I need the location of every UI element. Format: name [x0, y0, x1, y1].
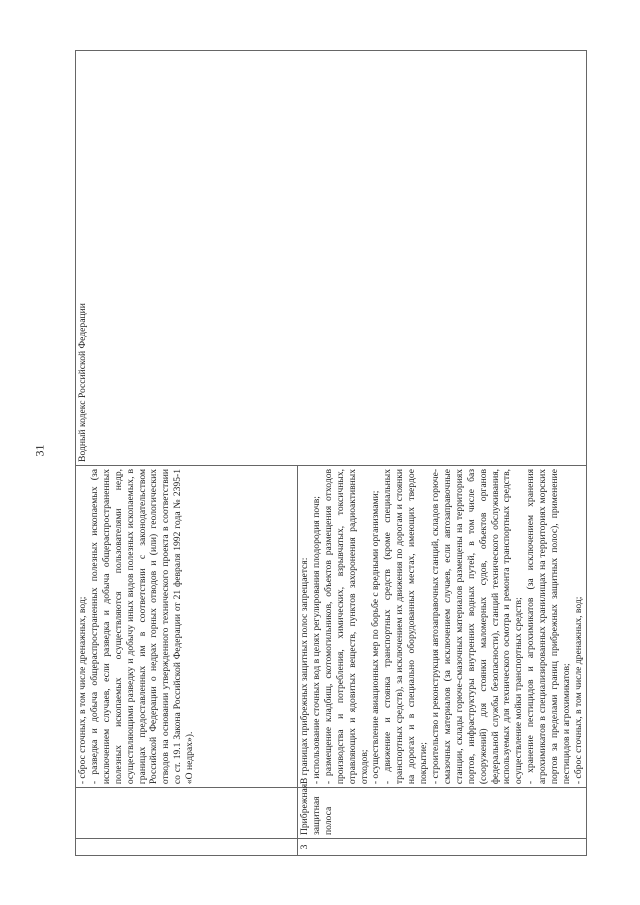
zone-name [76, 788, 298, 839]
page-number: 31 [32, 444, 47, 457]
restriction-item: - размещение кладбищ, скотомогильников, объектов размещения отходов производства и потребления, химических, взрывчатых, токсичных, отравляющих и ядовитых веществ, пунктов захоронения радиоактивных отходов; [322, 468, 370, 785]
row-number: 3 [298, 839, 587, 856]
restriction-item: - разведка и добыча общераспространенных полезных ископаемых (за исключением случаев, если разведка и добыча общераспространенных полезных ископаемых осуществляются пользователями недр, осуществляющими разведку и добычу иных видов полезных ископаемых, в границах предоставленных им в соответствии с законодательством Российской Федерации о недрах горных отводов и (или) геологических отводов на основании утвержденного технического проекта в соответствии со ст. 19.1 Закона Российской Федерации от 21 февраля 1992 года № 2395-1 «О недрах»). [88, 468, 196, 785]
restriction-item: В границах прибрежных защитных полос запрещается: [299, 557, 310, 785]
zone-name: Прибрежная защитная полоса [298, 788, 587, 839]
restriction-item: - движение и стоянка транспортных средств (кроме специальных транспортных средств), за исключением их движения по дорогам и стоянки на дорогах и в специально оборудованных местах, имеющих твердое покрытие; [382, 468, 430, 785]
regulation-table [75, 50, 587, 856]
restriction-item: - осуществление авиационных мер по борьбе с вредными организмами; [370, 490, 382, 785]
rotated-document [75, 50, 587, 856]
restriction-item: - строительство и реконструкция автозаправочных станций, складов горюче-смазочных материалов (за исключением случаев, если автозаправочные станции, склады горюче-смазочных материалов размещены на территориях портов, инфраструктуры внутренних водных путей, в том числе баз (сооружений) для стоянки маломерных судов, объектов органов федеральной службы безопасности), станций технического обслуживания, используемых для технического осмотра и ремонта транспортных средств, осуществление мойки транспортных средств; [429, 468, 525, 785]
restriction-item: - сброс сточных, в том числе дренажных, вод; [572, 596, 584, 785]
restriction-item: - сброс сточных, в том числе дренажных, вод; [77, 596, 88, 785]
source-law: Водный кодекс Российской Федерации [76, 51, 587, 466]
restrictions-text [298, 465, 587, 787]
restriction-item: - использование сточных вод в целях регулирования плодородия почв; [310, 496, 322, 785]
restrictions-text [76, 465, 298, 787]
restriction-item: - хранение пестицидов и агрохимикатов (за исключением хранения агрохимикатов в специализированных хранилищах на территориях морских портов за пределами границ прибрежных защитных полос), применение пестицидов и агрохимикатов; [525, 468, 572, 785]
row-number [76, 839, 298, 856]
table-row [76, 51, 298, 856]
